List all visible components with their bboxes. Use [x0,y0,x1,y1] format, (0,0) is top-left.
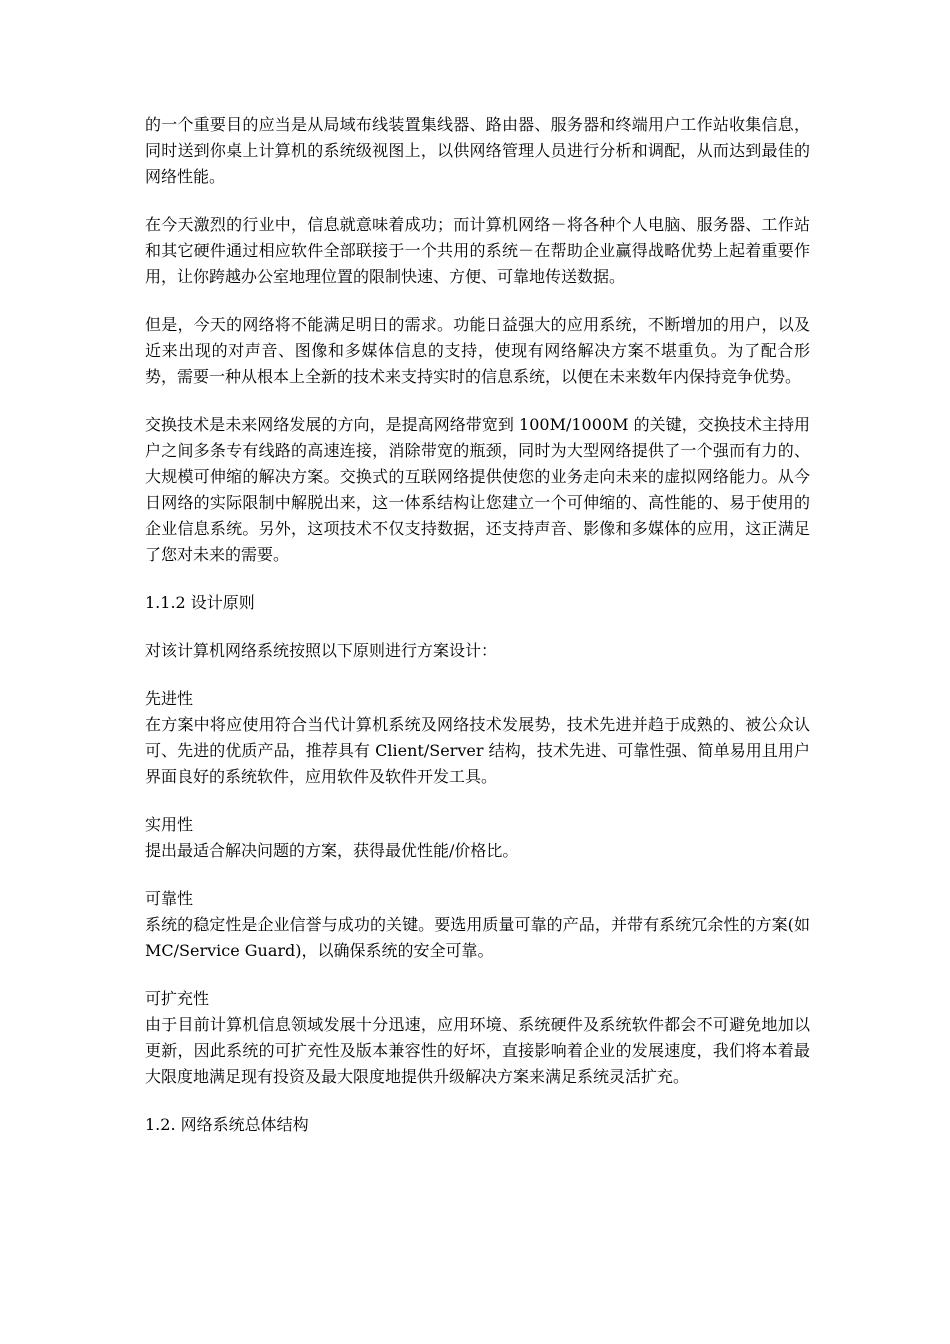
principle-practical [145,812,810,864]
paragraph-network-management: 的一个重要目的应当是从局域布线装置集线器、路由器、服务器和终端用户工作站收集信息，同时送到你桌上计算机的系统级视图上，以供网络管理人员进行分析和调配，从而达到最佳的网络性能。 [145,115,810,186]
principle-title: 实用性 [145,815,194,834]
paragraph-switching-technology: 交换技术是未来网络发展的方向，是提高网络带宽到 100M/1000M 的关键，交换技术主持用户之间多条专有线路的高速连接，消除带宽的瓶颈，同时为大型网络提供了一个强而有力的、大规模可伸缩的解决方案。交换式的互联网络提供使您的业务走向未来的虚拟网络能力。从今日网络的实际限制中解脱出来，这一体系结构让您建立一个可伸缩的、高性能的、易于使用的企业信息系统。另外，这项技术不仅支持数据，还支持声音、影像和多媒体的应用，这正满足了您对未来的需要。 [145,415,810,564]
principle-title: 可扩充性 [145,989,210,1008]
principle-body: 由于目前计算机信息领域发展十分迅速，应用环境、系统硬件及系统软件都会不可避免地加以更新，因此系统的可扩充性及版本兼容性的好坏，直接影响着企业的发展速度，我们将本着最大限度地满足现有投资及最大限度地提供升级解决方案来满足系统灵活扩充。 [145,1015,810,1086]
principle-body: 系统的稳定性是企业信誉与成功的关键。要选用质量可靠的产品，并带有系统冗余性的方案(如 MC/Service Guard)，以确保系统的安全可靠。 [145,915,810,960]
section-heading-network-structure: 1.2. 网络系统总体结构 [145,1115,309,1134]
paragraph-future-needs: 但是，今天的网络将不能满足明日的需求。功能日益强大的应用系统，不断增加的用户，以及近来出现的对声音、图像和多媒体信息的支持，使现有网络解决方案不堪重负。为了配合形势，需要一种从根本上全新的技术来支持实时的信息系统，以便在未来数年内保持竞争优势。 [145,315,810,386]
paragraph-information-success: 在今天激烈的行业中，信息就意味着成功；而计算机网络－将各种个人电脑、服务器、工作站和其它硬件通过相应软件全部联接于一个共用的系统－在帮助企业赢得战略优势上起着重要作用，让你跨越办公室地理位置的限制快速、方便、可靠地传送数据。 [145,215,810,286]
principle-body: 提出最适合解决问题的方案，获得最优性能/价格比。 [145,841,519,860]
principle-scalable [145,986,810,1090]
section-heading-design-principles: 1.1.2 设计原则 [145,593,255,612]
paragraph-intro: 对该计算机网络系统按照以下原则进行方案设计： [145,641,498,660]
principle-reliable [145,886,810,964]
document-page [145,112,810,1160]
principle-body: 在方案中将应使用符合当代计算机系统及网络技术发展势，技术先进并趋于成熟的、被公众认可、先进的优质产品，推荐具有 Client/Server 结构，技术先进、可靠性强、简单易用且用户界面良好的系统软件，应用软件及软件开发工具。 [145,715,810,786]
principle-title: 可靠性 [145,889,194,908]
principle-advanced [145,686,810,790]
principle-title: 先进性 [145,689,194,708]
